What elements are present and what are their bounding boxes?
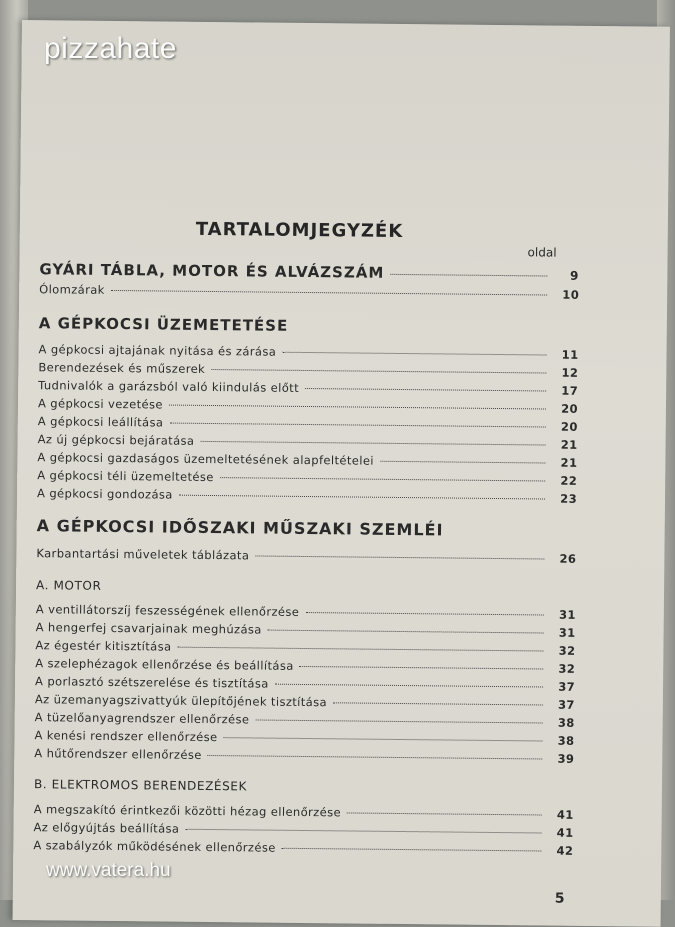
toc-entry (33, 820, 573, 840)
toc-entry-page: 11 (561, 347, 579, 362)
toc-entry-page: 32 (558, 643, 576, 658)
toc-entry-page: 38 (557, 715, 575, 730)
leader-dots (179, 494, 545, 500)
toc-entry (35, 692, 575, 712)
toc-entry-page: 12 (561, 365, 579, 380)
page-number: 5 (554, 890, 565, 907)
subsection-heading: A. MOTOR (36, 578, 102, 593)
toc-entry (35, 674, 575, 694)
toc-entry-text: Berendezések és műszerek (38, 360, 206, 376)
toc-entry-page: 41 (556, 825, 574, 840)
leader-dots (305, 387, 546, 392)
toc-entry (39, 282, 579, 302)
toc-entry (37, 486, 577, 506)
toc-entry-text: A tüzelőanyagrendszer ellenőrzése (34, 710, 250, 727)
leader-dots (347, 811, 542, 815)
toc-entry (36, 602, 576, 622)
leader-dots (200, 440, 545, 446)
toc-entry-page: 37 (558, 679, 576, 694)
toc-entry-page: 22 (560, 473, 578, 488)
toc-title: TARTALOMJEGYZÉK (195, 218, 404, 243)
toc-entry-text: Tudnivalók a garázsból való kiindulás előtt (38, 378, 300, 395)
toc-entry-text: A gépkocsi ajtajának nyitása és zárása (38, 342, 277, 359)
toc-entry-text: A megszakító érintkezői közötti hézag ellenőrzése (33, 802, 342, 820)
toc-entry (35, 710, 575, 730)
leader-dots (211, 368, 546, 374)
toc-entry (35, 656, 575, 676)
toc-entry-text: A porlasztó szétszerelése és tisztítása (35, 674, 269, 691)
toc-entry-text: Ólomzárak (39, 282, 105, 297)
toc-entry (38, 342, 578, 362)
section-heading: A GÉPKOCSI IDŐSZAKI MŰSZAKI SZEMLÉI (36, 516, 444, 540)
toc-entry-page: 31 (558, 625, 576, 640)
toc-entry-text: A gépkocsi gondozása (36, 486, 173, 502)
toc-entry-text: Karbantartási műveletek táblázata (36, 546, 250, 563)
toc-entry-text: Az új gépkocsi bejáratása (37, 432, 195, 448)
leader-dots (390, 273, 547, 277)
toc-entry-page: 26 (559, 551, 577, 566)
toc-entry-text: A szelephézagok ellenőrzése és beállítása (35, 656, 294, 673)
watermark-bottom: www.vatera.hu (46, 860, 171, 881)
toc-entry-page: 20 (560, 419, 578, 434)
toc-entry (38, 360, 578, 380)
toc-entry-page: 23 (560, 491, 578, 506)
toc-entry-text: A hengerfej csavarjainak meghúzása (35, 620, 262, 637)
toc-entry-text: A kenési rendszer ellenőrzése (34, 728, 218, 745)
leader-dots (185, 828, 541, 834)
leader-dots (255, 554, 544, 559)
toc-entry-text: A gépkocsi vezetése (37, 396, 163, 412)
toc-entry-page: 42 (556, 843, 574, 858)
leader-dots (333, 701, 543, 705)
toc-entry-page: 39 (557, 751, 575, 766)
toc-entry-text: A gépkocsi gazdaságos üzemeltetésének alapfeltételei (37, 450, 375, 468)
toc-entry-page: 31 (558, 607, 576, 622)
toc-entry-page: 21 (560, 455, 578, 470)
leader-dots (169, 404, 546, 410)
toc-entry-page: 21 (560, 437, 578, 452)
leader-dots (208, 754, 543, 760)
toc-entry-page: 20 (561, 401, 579, 416)
leader-dots (282, 847, 542, 852)
leader-dots (169, 422, 545, 428)
toc-entry-page: 9 (569, 268, 580, 283)
subsection-heading: B. ELEKTROMOS BERENDEZÉSEK (33, 777, 248, 794)
leader-dots (177, 646, 543, 652)
toc-entry (38, 396, 578, 416)
toc-entry (39, 260, 579, 284)
toc-entry (34, 746, 574, 766)
leader-dots (380, 460, 545, 464)
leader-dots (268, 629, 544, 634)
leader-dots (224, 736, 543, 741)
toc-entry-text: A gépkocsi téli üzemeltetése (37, 468, 214, 485)
watermark-top: pizzahate (44, 32, 177, 65)
toc-entry-page: 41 (556, 807, 574, 822)
toc-entry-text: Az üzemanyagszivattyúk ülepítőjének tisztítása (34, 692, 328, 710)
leader-dots (111, 289, 547, 296)
book-page (13, 20, 670, 927)
toc-entry (35, 638, 575, 658)
toc-entry-page: 38 (557, 733, 575, 748)
leader-dots (275, 683, 543, 688)
leader-dots (282, 351, 546, 356)
leader-dots (220, 476, 545, 481)
toc-entry-text: Az előgyújtás beállítása (33, 820, 180, 836)
toc-entry (38, 414, 578, 434)
toc-entry (34, 802, 574, 822)
toc-entry-text: A ventillátorszíj feszességének ellenőrzése (35, 602, 300, 619)
leader-dots (255, 718, 542, 723)
section-heading: A GÉPKOCSI ÜZEMETETÉSE (38, 314, 289, 335)
toc-entry (37, 450, 577, 470)
toc-entry-text: A szabályzók működésének ellenőrzése (33, 838, 276, 855)
toc-entry (37, 468, 577, 488)
toc-entry-text: GYÁRI TÁBLA, MOTOR ÉS ALVÁZSZÁM (39, 260, 385, 282)
toc-entry (36, 620, 576, 640)
page-column-label: oldal (527, 245, 557, 260)
toc-entry (33, 838, 573, 858)
toc-entry-page: 10 (562, 287, 580, 302)
toc-entry (36, 546, 576, 566)
leader-dots (300, 665, 544, 670)
toc-entry (34, 728, 574, 748)
toc-entry (38, 378, 578, 398)
toc-entry-text: Az égestér kitisztítása (35, 638, 172, 654)
toc-entry-page: 32 (558, 661, 576, 676)
toc-entry-page: 17 (561, 383, 579, 398)
leader-dots (305, 611, 544, 615)
toc-entry-text: A gépkocsi leállítása (37, 414, 164, 430)
toc-entry-text: A hűtőrendszer ellenőrzése (34, 746, 202, 762)
toc-entry (38, 432, 578, 452)
toc-entry-page: 37 (557, 697, 575, 712)
